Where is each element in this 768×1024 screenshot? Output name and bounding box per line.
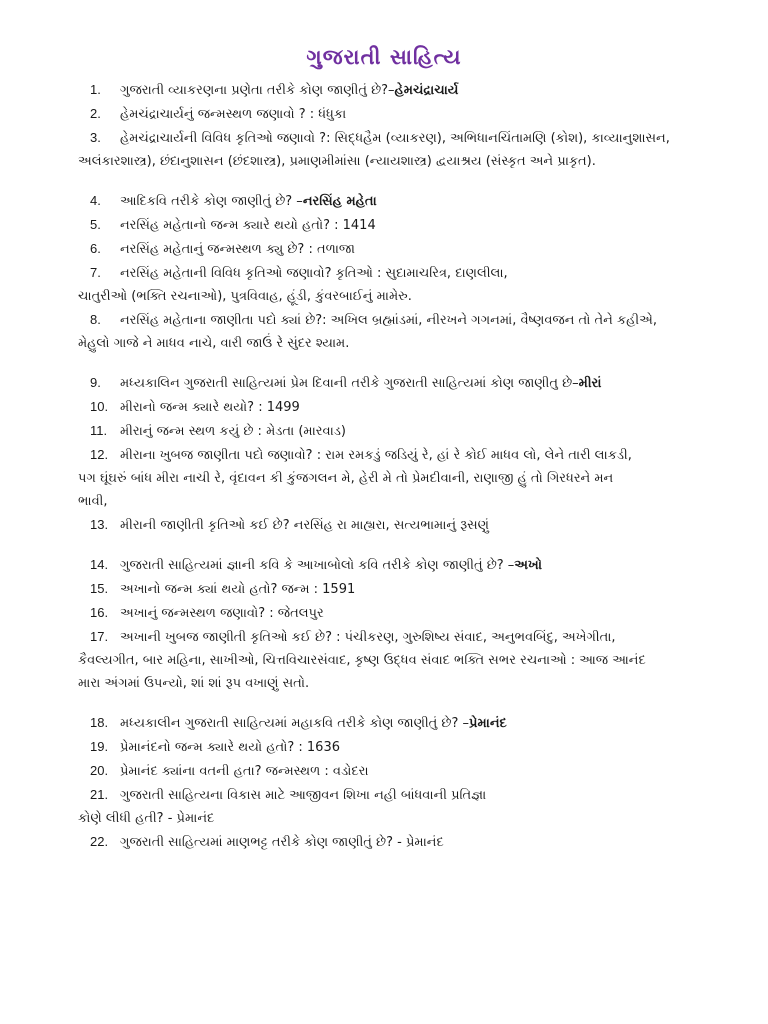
question-text: પ્રેમાનંદનો જન્મ ક્યારે થયો હતો? : 1636 [120, 740, 340, 755]
section-gap [90, 355, 710, 371]
question-continuation: કૈવલ્યગીત, બાર મહિના, સાખીઓ, ચિત્તવિચારસંવાદ, કૃષ્ણ ઉદ્ધવ સંવાદ ભક્તિ સભર રચનાઓ : આજ આનંદ [78, 653, 646, 668]
question-text: નરસિંહ મહેતાનું જન્મસ્થળ ક્યુ છે? : તળાજા [120, 242, 355, 257]
question-number: 22. [90, 834, 109, 849]
question-number: 2. [90, 106, 101, 121]
question-list [78, 78, 710, 854]
question-continuation: પગ ઘૂંઘરું બાંધ મીરા નાચી રે, વૃંદાવન કી કુંજગલન મે, હેરી મે તો પ્રેમદીવાની, રાણાજી હું તો ગિરધરને મન [78, 471, 614, 486]
question-item [90, 443, 710, 467]
question-text: આદિકવિ તરીકે કોણ જાણીતું છે? – [120, 194, 303, 209]
question-text: મીરાનું જન્મ સ્થળ કયું છે : મેડતા (મારવાડ) [120, 424, 346, 439]
question-item [90, 371, 710, 395]
question-text: ગુજરાતી સાહિત્યના વિકાસ માટે આજીવન શિખા નહી બાંધવાની પ્રતિજ્ઞા [120, 788, 487, 803]
question-text: ગુજરાતી સાહિત્યમાં જ્ઞાની કવિ કે આખાબોલો કવિ તરીકે કોણ જાણીતું છે? – [120, 558, 515, 573]
question-number: 8. [90, 312, 101, 327]
question-number: 9. [90, 375, 101, 390]
question-item [90, 759, 710, 783]
question-number: 11. [90, 423, 108, 438]
question-text: અખાની ખુબજ જાણીતી કૃતિઓ કઈ છે? : પંચીકરણ, ગુરુશિષ્ય સંવાદ, અનુભવબિંદુ, અખેગીતા, [120, 630, 616, 645]
question-text: અખાનું જન્મસ્થળ જણાવો? : જેતલપુર [120, 606, 324, 621]
question-item [90, 261, 710, 285]
question-number: 16. [90, 605, 109, 620]
question-answer: નરસિંહ મહેતા [302, 194, 377, 209]
question-item [90, 308, 710, 332]
question-continuation: ચાતુરીઓ (ભક્તિ રચનાઓ), પુત્રવિવાહ, હૂંડી, કુંવરબાઈનું મામેરુ. [78, 289, 412, 304]
question-number: 6. [90, 241, 101, 256]
question-text: હેમચંદ્રાચાર્યની વિવિધ કૃતિઓ જણાવો ?: સિદ્ધહૈમ (વ્યાકરણ), અભિધાનચિંતામણિ (કોશ), કાવ્યાનુશાસન, [120, 131, 670, 146]
question-text: ગુજરાતી વ્યાકરણના પ્રણેતા તરીકે કોણ જાણીતું છે?– [120, 83, 395, 98]
question-text: મીરાનો જન્મ ક્યારે થયો? : 1499 [120, 400, 300, 415]
question-text: નરસિંહ મહેતાનો જન્મ ક્યારે થયો હતો? : 1414 [120, 218, 376, 233]
question-item [90, 189, 710, 213]
question-item [90, 419, 710, 443]
question-item [90, 102, 710, 126]
question-text: મીરાની જાણીતી કૃતિઓ કઈ છે? નરસિંહ રા માહ્યરા, સત્યભામાનું રૂસણું [120, 518, 489, 533]
question-text: નરસિંહ મહેતાની વિવિધ કૃતિઓ જણાવો? કૃતિઓ : સુદામાચરિત્ર, દાણલીલા, [120, 266, 508, 281]
question-item [90, 126, 710, 150]
question-item [90, 783, 710, 807]
section-gap [90, 695, 710, 711]
question-item [90, 513, 710, 537]
question-continuation: મેહુલો ગાજે ને માધવ નાચે, વારી જાઉં રે સુંદર શ્યામ. [78, 336, 350, 351]
question-number: 4. [90, 193, 101, 208]
page-title: ગુજરાતી સાહિત્ય [306, 45, 462, 69]
question-item [90, 237, 710, 261]
question-item [90, 213, 710, 237]
question-continuation: અલંકારશાસ્ત્ર), છંદાનુશાસન (છંદશાસ્ત્ર), પ્રમાણમીમાંસા (ન્યાયશાસ્ત્ર) દ્વયાશ્રય (સંસ્કૃત અને પ્રાકૃત). [78, 154, 596, 169]
question-answer: મીરાં [578, 376, 602, 391]
question-item [90, 711, 710, 735]
question-number: 17. [90, 629, 109, 644]
question-text: પ્રેમાનંદ ક્યાંના વતની હતા? જન્મસ્થળ : વડોદરા [120, 764, 369, 779]
question-continuation: મારા અંગમાં ઉપન્યો, શાં શાં રૂપ વખાણું સતો. [78, 676, 310, 691]
question-text: નરસિંહ મહેતાના જાણીતા પદો ક્યાં છે?: અખિલ બ્રહ્માંડમાં, નીરખને ગગનમાં, વૈષ્ણવજન તો તેને કહીએ, [120, 313, 657, 328]
question-item [90, 577, 710, 601]
question-continuation: ભાવી, [78, 494, 108, 509]
question-number: 1. [90, 82, 101, 97]
question-item [90, 78, 710, 102]
question-answer: પ્રેમાનંદ [469, 716, 507, 731]
question-item [90, 735, 710, 759]
question-item [90, 553, 710, 577]
question-number: 5. [90, 217, 101, 232]
question-number: 10. [90, 399, 109, 414]
question-number: 14. [90, 557, 109, 572]
question-number: 18. [90, 715, 109, 730]
question-text: અખાનો જન્મ ક્યાં થયો હતો? જન્મ : 1591 [120, 582, 356, 597]
question-text: ગુજરાતી સાહિત્યમાં માણભટ્ટ તરીકે કોણ જાણીતું છે? - પ્રેમાનંદ [120, 835, 444, 850]
question-item [90, 601, 710, 625]
question-item [90, 830, 710, 854]
question-answer: હેમચંદ્રાચાર્ય [394, 83, 459, 98]
question-item [90, 625, 710, 649]
section-gap [90, 173, 710, 189]
question-number: 13. [90, 517, 109, 532]
question-number: 19. [90, 739, 109, 754]
question-text: મધ્યકાલીન ગુજરાતી સાહિત્યમાં મહાકવિ તરીકે કોણ જાણીતું છે? – [120, 716, 470, 731]
section-gap [90, 537, 710, 553]
question-number: 15. [90, 581, 109, 596]
question-text: મધ્યકાલિન ગુજરાતી સાહિત્યમાં પ્રેમ દિવાની તરીકે ગુજરાતી સાહિત્યમાં કોણ જાણીતુ છે– [120, 376, 579, 391]
question-number: 7. [90, 265, 101, 280]
question-continuation: કોણે લીધી હતી? - પ્રેમાનંદ [78, 811, 215, 826]
question-answer: અખો [514, 558, 542, 573]
question-text: હેમચંદ્રાચાર્યનું જન્મસ્થળ જણાવો ? : ધંધુકા [120, 107, 347, 122]
question-number: 3. [90, 130, 101, 145]
question-item [90, 395, 710, 419]
question-number: 21. [90, 787, 109, 802]
question-text: મીરાના ખુબજ જાણીતા પદો જણાવો? : રામ રમકડું જડિયું રે, હાં રે કોઈ માધવ લો, લેને તારી લાકડી, [120, 448, 632, 463]
question-number: 12. [90, 447, 109, 462]
question-number: 20. [90, 763, 109, 778]
